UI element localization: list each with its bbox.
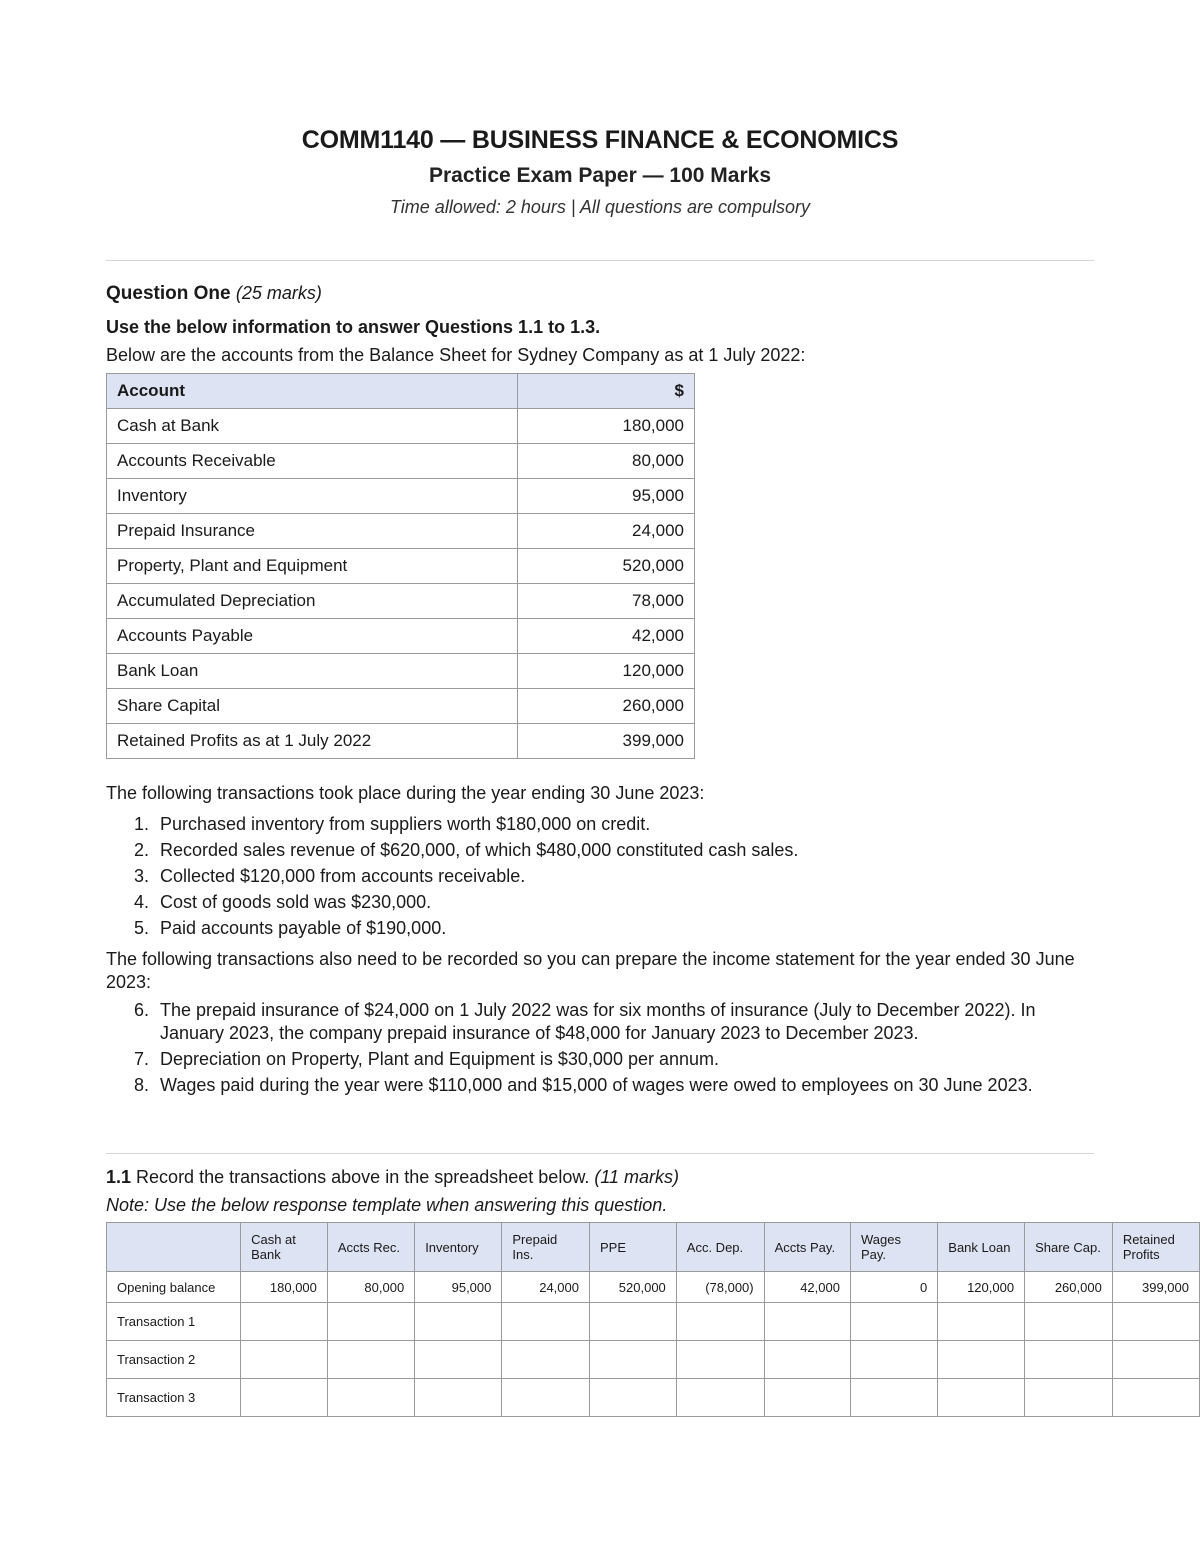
- item-number: 5.: [134, 918, 150, 938]
- cell-value: (78,000): [676, 1272, 764, 1303]
- item-text: Recorded sales revenue of $620,000, of which $480,000 constituted cash sales.: [160, 840, 799, 860]
- answer-cell[interactable]: [415, 1303, 502, 1341]
- item-text: Purchased inventory from suppliers worth $180,000 on credit.: [160, 814, 651, 834]
- question-1-1: [106, 1167, 679, 1188]
- table-row: [107, 619, 695, 654]
- answer-cell[interactable]: [502, 1379, 590, 1417]
- account-name: Retained Profits as at 1 July 2022: [107, 724, 518, 759]
- item-number: 4.: [134, 892, 150, 912]
- question-number: 1.1: [106, 1167, 132, 1187]
- answer-cell[interactable]: [938, 1303, 1025, 1341]
- list-item: [106, 891, 1096, 914]
- account-amount: 78,000: [518, 584, 695, 619]
- cell-value: 24,000: [502, 1272, 590, 1303]
- table-row: [107, 689, 695, 724]
- item-number: 8.: [134, 1075, 150, 1095]
- response-spreadsheet: [106, 1222, 1200, 1417]
- question-text: Record the transactions above in the spreadsheet below.: [136, 1167, 590, 1187]
- response-note: Note: Use the below response template when answering this question.: [106, 1195, 668, 1215]
- account-amount: 80,000: [518, 444, 695, 479]
- adjustments-intro: The following transactions also need to be recorded so you can prepare the income statement for the year ended 30 June 2023:: [106, 949, 1075, 992]
- answer-cell[interactable]: [938, 1379, 1025, 1417]
- cell-value: 120,000: [938, 1272, 1025, 1303]
- account-amount: 42,000: [518, 619, 695, 654]
- answer-cell[interactable]: [415, 1379, 502, 1417]
- cell-value: 180,000: [241, 1272, 328, 1303]
- question-intro: Below are the accounts from the Balance Sheet for Sydney Company as at 1 July 2022:: [106, 345, 806, 365]
- account-name: Prepaid Insurance: [107, 514, 518, 549]
- account-name: Accumulated Depreciation: [107, 584, 518, 619]
- answer-cell[interactable]: [415, 1341, 502, 1379]
- account-name: Property, Plant and Equipment: [107, 549, 518, 584]
- row-label: Opening balance: [107, 1272, 241, 1303]
- cell-value: 520,000: [589, 1272, 676, 1303]
- item-text: Collected $120,000 from accounts receivable.: [160, 866, 526, 886]
- column-header-accts-rec: Accts Rec.: [327, 1223, 414, 1272]
- cell-value: 0: [850, 1272, 937, 1303]
- question-marks: (11 marks): [594, 1167, 680, 1187]
- answer-cell[interactable]: [1025, 1303, 1113, 1341]
- item-text: Paid accounts payable of $190,000.: [160, 918, 447, 938]
- column-header-ppe: PPE: [589, 1223, 676, 1272]
- cell-value: 95,000: [415, 1272, 502, 1303]
- column-header-share-cap: Share Cap.: [1025, 1223, 1113, 1272]
- row-label: Transaction 1: [107, 1303, 241, 1341]
- opening-balance-row: [107, 1272, 1200, 1303]
- table-row: [107, 549, 695, 584]
- answer-cell[interactable]: [327, 1303, 414, 1341]
- answer-cell[interactable]: [1112, 1379, 1199, 1417]
- account-amount: 520,000: [518, 549, 695, 584]
- cell-value: 260,000: [1025, 1272, 1113, 1303]
- column-header-account: Account: [107, 374, 518, 409]
- answer-cell[interactable]: [502, 1341, 590, 1379]
- table-row: [107, 724, 695, 759]
- table-row: [107, 514, 695, 549]
- account-amount: 180,000: [518, 409, 695, 444]
- column-header-bank-loan: Bank Loan: [938, 1223, 1025, 1272]
- answer-cell[interactable]: [1025, 1379, 1113, 1417]
- item-text: Cost of goods sold was $230,000.: [160, 892, 432, 912]
- table-row: [107, 584, 695, 619]
- row-label: Transaction 3: [107, 1379, 241, 1417]
- item-number: 1.: [134, 814, 150, 834]
- answer-cell[interactable]: [764, 1379, 850, 1417]
- transaction-row: [107, 1379, 1200, 1417]
- cell-value: 80,000: [327, 1272, 414, 1303]
- question-heading: [106, 283, 322, 305]
- account-amount: 399,000: [518, 724, 695, 759]
- answer-cell[interactable]: [241, 1303, 328, 1341]
- answer-cell[interactable]: [676, 1379, 764, 1417]
- answer-cell[interactable]: [502, 1303, 590, 1341]
- answer-cell[interactable]: [850, 1303, 937, 1341]
- list-item: [106, 999, 1096, 1045]
- item-number: 7.: [134, 1049, 150, 1069]
- table-row: [107, 654, 695, 689]
- list-item: [106, 865, 1096, 888]
- table-row: [107, 444, 695, 479]
- question-marks: (25 marks): [235, 283, 322, 303]
- list-item: [106, 813, 1096, 836]
- row-label: Transaction 2: [107, 1341, 241, 1379]
- divider: [106, 260, 1094, 261]
- account-amount: 24,000: [518, 514, 695, 549]
- spreadsheet-header-row: [107, 1223, 1200, 1272]
- answer-cell[interactable]: [1025, 1341, 1113, 1379]
- account-name: Share Capital: [107, 689, 518, 724]
- column-header-inventory: Inventory: [415, 1223, 502, 1272]
- account-name: Cash at Bank: [107, 409, 518, 444]
- cell-value: 399,000: [1112, 1272, 1199, 1303]
- answer-cell[interactable]: [589, 1341, 676, 1379]
- list-item: [106, 917, 1096, 940]
- column-header-blank: [107, 1223, 241, 1272]
- item-number: 3.: [134, 866, 150, 886]
- page-title: COMM1140 — BUSINESS FINANCE & ECONOMICS: [301, 126, 899, 154]
- answer-cell[interactable]: [676, 1341, 764, 1379]
- time-allowed: Time allowed: 2 hours | All questions are compulsory: [389, 197, 811, 217]
- transactions-list: [106, 813, 1096, 943]
- account-name: Accounts Payable: [107, 619, 518, 654]
- item-number: 6.: [134, 1000, 150, 1020]
- column-header-wages-pay: Wages Pay.: [850, 1223, 937, 1272]
- transaction-row: [107, 1341, 1200, 1379]
- item-text: Depreciation on Property, Plant and Equipment is $30,000 per annum.: [160, 1049, 720, 1069]
- answer-cell[interactable]: [1112, 1303, 1199, 1341]
- item-text: The prepaid insurance of $24,000 on 1 July 2022 was for six months of insurance (July to December 2022). In January 2023, the company prepaid insurance of $48,000 for January 2023 to December 2023.: [160, 1000, 1036, 1043]
- answer-cell[interactable]: [850, 1341, 937, 1379]
- column-header-amount: $: [518, 374, 695, 409]
- answer-cell[interactable]: [327, 1379, 414, 1417]
- account-amount: 120,000: [518, 654, 695, 689]
- answer-cell[interactable]: [1112, 1341, 1199, 1379]
- cell-value: 42,000: [764, 1272, 850, 1303]
- answer-cell[interactable]: [676, 1303, 764, 1341]
- answer-cell[interactable]: [589, 1379, 676, 1417]
- account-name: Bank Loan: [107, 654, 518, 689]
- list-item: [106, 1074, 1096, 1097]
- divider: [106, 1153, 1094, 1154]
- column-header-acc-dep: Acc. Dep.: [676, 1223, 764, 1272]
- question-title: Question One: [106, 283, 231, 304]
- column-header-accts-pay: Accts Pay.: [764, 1223, 850, 1272]
- item-text: Wages paid during the year were $110,000 and $15,000 of wages were owed to employees on 30 June 2023.: [160, 1075, 1033, 1095]
- page-subtitle: Practice Exam Paper — 100 Marks: [428, 164, 772, 187]
- table-row: [107, 479, 695, 514]
- account-amount: 260,000: [518, 689, 695, 724]
- account-amount: 95,000: [518, 479, 695, 514]
- table-row: [107, 409, 695, 444]
- answer-cell[interactable]: [241, 1379, 328, 1417]
- balance-sheet-table: [106, 373, 695, 759]
- transactions-intro: The following transactions took place during the year ending 30 June 2023:: [106, 783, 705, 803]
- adjustments-list: [106, 999, 1096, 1100]
- column-header-prepaid-ins: Prepaid Ins.: [502, 1223, 590, 1272]
- item-number: 2.: [134, 840, 150, 860]
- answer-cell[interactable]: [938, 1341, 1025, 1379]
- transaction-row: [107, 1303, 1200, 1341]
- answer-cell[interactable]: [764, 1303, 850, 1341]
- column-header-retained-profits: Retained Profits: [1112, 1223, 1199, 1272]
- answer-cell[interactable]: [850, 1379, 937, 1417]
- answer-cell[interactable]: [327, 1341, 414, 1379]
- column-header-cash-at-bank: Cash at Bank: [241, 1223, 328, 1272]
- answer-cell[interactable]: [241, 1341, 328, 1379]
- question-instruction: Use the below information to answer Questions 1.1 to 1.3.: [106, 317, 601, 337]
- account-name: Inventory: [107, 479, 518, 514]
- list-item: [106, 1048, 1096, 1071]
- answer-cell[interactable]: [764, 1341, 850, 1379]
- list-item: [106, 839, 1096, 862]
- table-header-row: [107, 374, 695, 409]
- account-name: Accounts Receivable: [107, 444, 518, 479]
- answer-cell[interactable]: [589, 1303, 676, 1341]
